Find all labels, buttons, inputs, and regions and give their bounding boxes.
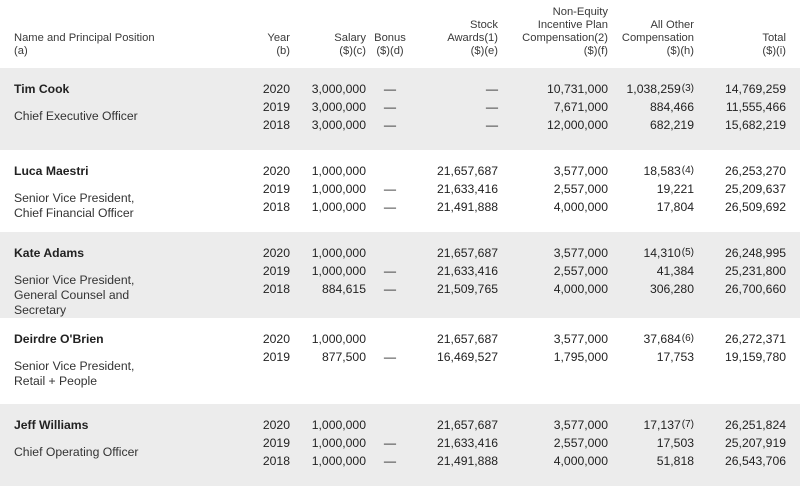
- all-other-value: 37,684$^{(6)}$: [643, 332, 694, 346]
- executive-position: Chief Executive Officer: [14, 109, 138, 123]
- stock-awards-value: 21,657,687: [437, 332, 498, 346]
- footnote-ref: (3): [681, 83, 694, 94]
- stock-awards-value: 21,491,888: [437, 454, 498, 468]
- stock-awards-value: 21,633,416: [437, 264, 498, 278]
- bonus-cell: [366, 232, 414, 318]
- all-other-cell: [608, 68, 716, 150]
- all-other-value: 17,137$^{(7)}$: [643, 418, 694, 432]
- non-equity-cell: [498, 150, 608, 232]
- total-cell: [716, 404, 800, 486]
- executive-position: Senior Vice President,: [14, 359, 135, 373]
- all-other-value: 17,503: [656, 436, 694, 450]
- salary-value: 1,000,000: [311, 246, 366, 260]
- year-value: 2018: [262, 454, 290, 468]
- year-value: 2019: [262, 264, 290, 278]
- all-other-value: 19,221: [656, 182, 694, 196]
- all-other-value: 682,219: [649, 118, 694, 132]
- total-value: 11,555,466: [725, 100, 786, 114]
- all-other-value: 18,583$^{(4)}$: [643, 164, 694, 178]
- total-value: 26,253,270: [725, 164, 786, 178]
- stock-awards-cell: [414, 150, 498, 232]
- salary-value: 1,000,000: [311, 264, 366, 278]
- salary-value: 1,000,000: [311, 418, 366, 432]
- year-value: 2019: [262, 182, 290, 196]
- non-equity-cell: [498, 68, 608, 150]
- executive-name: Deirdre O'Brien: [14, 332, 104, 346]
- all-other-cell: [608, 232, 716, 318]
- bonus-value: —: [383, 82, 397, 96]
- header-year: Year (b): [267, 32, 290, 57]
- bonus-cell: [366, 68, 414, 150]
- non-equity-value: 10,731,000: [547, 82, 608, 96]
- table-row: [0, 232, 800, 318]
- all-other-cell: [608, 318, 716, 404]
- total-value: 26,543,706: [725, 454, 786, 468]
- year-value: 2018: [262, 200, 290, 214]
- non-equity-value: 2,557,000: [553, 436, 608, 450]
- all-other-value: 17,753: [656, 350, 694, 364]
- header-name: Name and Principal Position (a): [14, 32, 155, 57]
- executive-block: [0, 68, 800, 150]
- stock-awards-value: —: [485, 118, 498, 132]
- non-equity-cell: [498, 232, 608, 318]
- non-equity-value: 3,577,000: [553, 164, 608, 178]
- salary-cell: [290, 232, 366, 318]
- stock-awards-value: 21,491,888: [437, 200, 498, 214]
- bonus-value: —: [383, 436, 397, 450]
- bonus-value: —: [383, 454, 397, 468]
- non-equity-value: 4,000,000: [553, 200, 608, 214]
- header-salary: Salary ($)(c): [334, 32, 366, 57]
- table-row: [0, 150, 800, 232]
- stock-awards-cell: [414, 68, 498, 150]
- salary-value: 1,000,000: [311, 436, 366, 450]
- bonus-value: [366, 244, 414, 262]
- year-value: 2020: [262, 164, 290, 178]
- executive-name: Jeff Williams: [14, 418, 89, 432]
- year-value: 2020: [262, 246, 290, 260]
- header-all-other: All Other Compensation ($)(h): [621, 19, 694, 57]
- bonus-cell: [366, 404, 414, 486]
- salary-value: 3,000,000: [311, 82, 366, 96]
- table-body: [0, 68, 800, 486]
- total-value: 26,700,660: [725, 282, 786, 296]
- salary-cell: [290, 68, 366, 150]
- total-value: 26,509,692: [725, 200, 786, 214]
- footnote-ref: (5): [681, 247, 694, 258]
- stock-awards-cell: [414, 318, 498, 404]
- executive-position: Chief Financial Officer: [14, 206, 134, 220]
- stock-awards-value: —: [485, 100, 498, 114]
- all-other-value: 884,466: [649, 100, 694, 114]
- year-value: 2020: [262, 332, 290, 346]
- executive-name: Luca Maestri: [14, 164, 89, 178]
- stock-awards-value: 21,633,416: [437, 436, 498, 450]
- salary-value: 1,000,000: [311, 164, 366, 178]
- non-equity-value: 7,671,000: [553, 100, 608, 114]
- non-equity-value: 2,557,000: [553, 264, 608, 278]
- salary-value: 877,500: [321, 350, 366, 364]
- year-value: 2019: [262, 100, 290, 114]
- bonus-value: —: [383, 100, 397, 114]
- all-other-cell: [608, 404, 716, 486]
- all-other-value: 14,310$^{(5)}$: [643, 246, 694, 260]
- executive-name-cell: [0, 232, 220, 318]
- non-equity-value: 3,577,000: [553, 332, 608, 346]
- salary-value: 1,000,000: [311, 182, 366, 196]
- executive-name: Tim Cook: [14, 82, 70, 96]
- table-header: [0, 0, 800, 68]
- non-equity-value: 3,577,000: [553, 246, 608, 260]
- footnote-ref: (4): [681, 165, 694, 176]
- bonus-cell: [366, 318, 414, 404]
- bonus-value: —: [383, 264, 397, 278]
- header-stock-awards: Stock Awards(1) ($)(e): [447, 19, 498, 57]
- stock-awards-value: 21,657,687: [437, 246, 498, 260]
- footnote-ref: (6): [681, 333, 694, 344]
- executive-block: [0, 150, 800, 232]
- non-equity-value: 4,000,000: [553, 282, 608, 296]
- stock-awards-value: 21,509,765: [437, 282, 498, 296]
- non-equity-value: 3,577,000: [553, 418, 608, 432]
- bonus-value: [366, 330, 414, 348]
- total-cell: [716, 150, 800, 232]
- total-value: 26,251,824: [725, 418, 786, 432]
- executive-name-cell: [0, 150, 220, 232]
- total-value: 19,159,780: [725, 350, 786, 364]
- table-row: [0, 404, 800, 486]
- bonus-value: [366, 416, 414, 434]
- salary-cell: [290, 150, 366, 232]
- executive-position: Senior Vice President,: [14, 273, 135, 287]
- all-other-value: 306,280: [649, 282, 694, 296]
- year-value: 2018: [262, 282, 290, 296]
- year-cell: [220, 68, 290, 150]
- bonus-value: [366, 162, 414, 180]
- stock-awards-value: 21,657,687: [437, 164, 498, 178]
- executive-position: Chief Operating Officer: [14, 445, 139, 459]
- stock-awards-value: —: [485, 82, 498, 96]
- year-value: 2020: [262, 82, 290, 96]
- all-other-value: 41,384: [656, 264, 694, 278]
- salary-value: 3,000,000: [311, 118, 366, 132]
- stock-awards-value: 21,633,416: [437, 182, 498, 196]
- stock-awards-value: 21,657,687: [437, 418, 498, 432]
- salary-value: 884,615: [321, 282, 366, 296]
- header-bonus: Bonus ($)(d): [374, 32, 406, 57]
- stock-awards-value: 16,469,527: [437, 350, 498, 364]
- year-value: 2019: [262, 436, 290, 450]
- year-value: 2018: [262, 118, 290, 132]
- total-cell: [716, 232, 800, 318]
- non-equity-value: 12,000,000: [547, 118, 608, 132]
- total-value: 26,272,371: [725, 332, 786, 346]
- salary-value: 1,000,000: [311, 454, 366, 468]
- non-equity-value: 4,000,000: [553, 454, 608, 468]
- total-cell: [716, 318, 800, 404]
- bonus-value: —: [383, 350, 397, 364]
- header-total: Total ($)(i): [762, 32, 786, 57]
- year-cell: [220, 232, 290, 318]
- non-equity-value: 2,557,000: [553, 182, 608, 196]
- non-equity-cell: [498, 404, 608, 486]
- bonus-cell: [366, 150, 414, 232]
- all-other-cell: [608, 150, 716, 232]
- year-cell: [220, 318, 290, 404]
- table-row: [0, 68, 800, 150]
- executive-position: Senior Vice President,: [14, 191, 135, 205]
- salary-value: 1,000,000: [311, 200, 366, 214]
- total-value: 25,231,800: [725, 264, 786, 278]
- all-other-value: 17,804: [656, 200, 694, 214]
- executive-name: Kate Adams: [14, 246, 84, 260]
- executive-name-cell: [0, 404, 220, 486]
- all-other-value: 51,818: [656, 454, 694, 468]
- table-row: [0, 318, 800, 404]
- bonus-value: —: [383, 118, 397, 132]
- total-value: 25,209,637: [725, 182, 786, 196]
- stock-awards-cell: [414, 404, 498, 486]
- year-value: 2019: [262, 350, 290, 364]
- executive-name-cell: [0, 68, 220, 150]
- total-value: 26,248,995: [725, 246, 786, 260]
- total-value: 15,682,219: [725, 118, 786, 132]
- bonus-value: —: [383, 182, 397, 196]
- year-value: 2020: [262, 418, 290, 432]
- footnote-ref: (7): [681, 419, 694, 430]
- header-non-equity: Non-Equity Incentive Plan Compensation(2) ($)(f): [522, 6, 608, 57]
- year-cell: [220, 150, 290, 232]
- salary-value: 3,000,000: [311, 100, 366, 114]
- executive-position: Secretary: [14, 303, 67, 317]
- executive-name-cell: [0, 318, 220, 404]
- summary-compensation-table: [0, 0, 800, 68]
- stock-awards-cell: [414, 232, 498, 318]
- non-equity-cell: [498, 318, 608, 404]
- executive-position: General Counsel and: [14, 288, 130, 302]
- executive-position: Retail + People: [14, 374, 97, 388]
- executive-block: [0, 318, 800, 404]
- year-cell: [220, 404, 290, 486]
- salary-value: 1,000,000: [311, 332, 366, 346]
- executive-block: [0, 404, 800, 486]
- all-other-value: 1,038,259$^{(3)}$: [626, 82, 694, 96]
- salary-cell: [290, 318, 366, 404]
- bonus-value: —: [383, 282, 397, 296]
- total-value: 14,769,259: [725, 82, 786, 96]
- bonus-value: —: [383, 200, 397, 214]
- non-equity-value: 1,795,000: [553, 350, 608, 364]
- salary-cell: [290, 404, 366, 486]
- executive-block: [0, 232, 800, 318]
- total-value: 25,207,919: [725, 436, 786, 450]
- total-cell: [716, 68, 800, 150]
